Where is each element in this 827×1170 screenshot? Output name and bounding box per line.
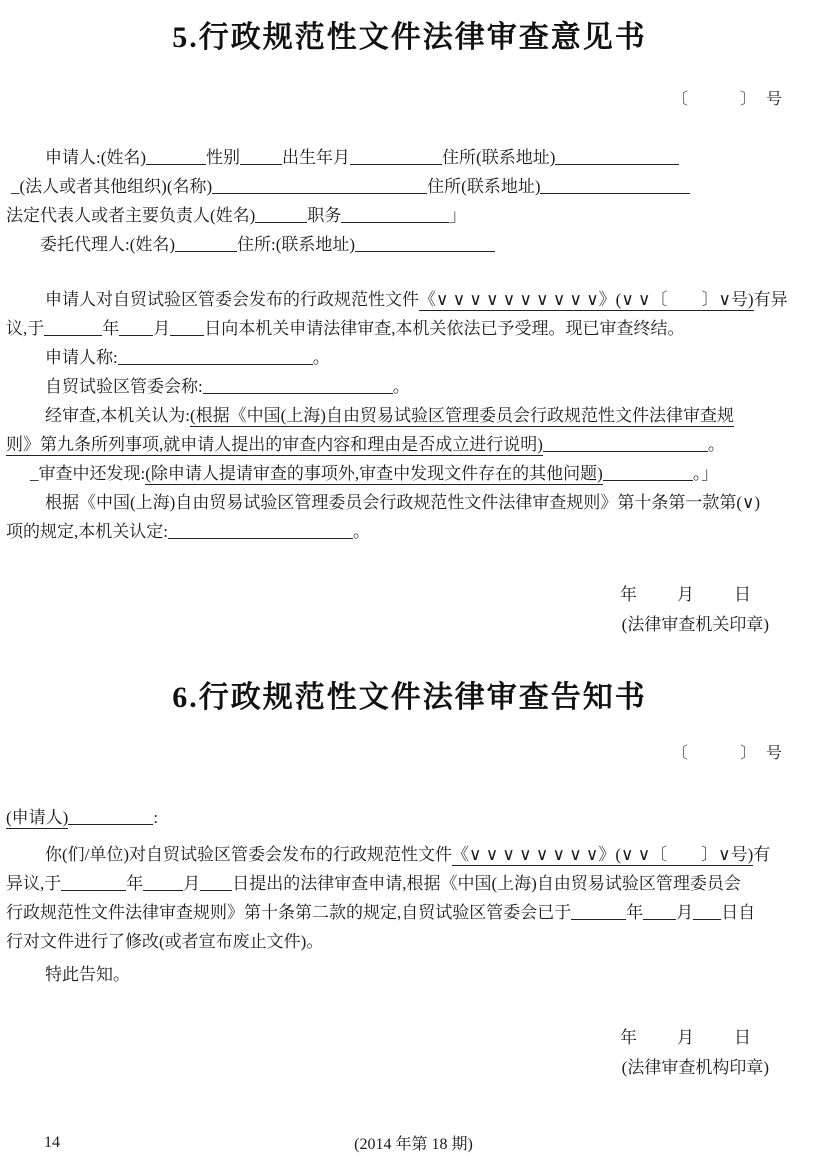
blank-field xyxy=(68,811,153,825)
form-line xyxy=(6,401,813,430)
form-line xyxy=(6,201,813,230)
text-segment: 自贸试验区管委会称: xyxy=(45,377,203,396)
form-line xyxy=(6,230,813,259)
blank-field xyxy=(643,906,676,920)
text-segment: 根据《中国(上海)自由贸易试验区管理委员会行政规范性文件法律审查规则》第十条第一款第(∨) xyxy=(45,493,761,512)
text-segment: 住所(联系地址) xyxy=(442,148,556,167)
text-segment: 日提出的法律审查申请,根据《中国(上海)自由贸易试验区管理委员会 xyxy=(232,874,741,893)
text-segment: 委托代理人:(姓名) xyxy=(40,235,176,254)
text-segment: 月 xyxy=(183,874,201,893)
blank-field xyxy=(540,180,690,194)
text-segment: 。 xyxy=(392,377,410,396)
form-line xyxy=(6,488,813,517)
text-segment: 职务 xyxy=(307,206,342,225)
form-line xyxy=(6,143,813,172)
text-segment: _(法人或者其他组织)(名称) xyxy=(11,177,213,196)
blank-field xyxy=(175,238,237,252)
text-segment: 年 xyxy=(126,874,144,893)
text-segment: 特此告知。 xyxy=(45,965,130,984)
text-segment: 性别 xyxy=(206,148,241,167)
doc2-signature-date: 年 月 日 xyxy=(620,1028,753,1047)
blank-field xyxy=(555,151,679,165)
text-segment: _审查中还发现: xyxy=(30,464,146,483)
doc2-title: 6.行政规范性文件法律审查告知书 xyxy=(172,681,647,714)
text-segment: 你(们/单位)对自贸试验区管委会发布的行政规范性文件 xyxy=(45,845,453,864)
doc1-signature-date: 年 月 日 xyxy=(620,585,753,604)
blank-field xyxy=(571,906,626,920)
doc1-body xyxy=(6,143,813,546)
form-line xyxy=(6,960,813,989)
text-segment: 申请人称: xyxy=(45,348,118,367)
text-segment: 法定代表人或者主要负责人(姓名) xyxy=(6,206,256,225)
form-line xyxy=(6,285,813,314)
text-segment: 出生年月 xyxy=(282,148,351,167)
doc1-signature xyxy=(6,580,813,640)
text-segment: 议,于 xyxy=(6,319,45,338)
blank-field xyxy=(212,180,427,194)
blank-field xyxy=(341,209,449,223)
text-segment: 项的规定,本机关认定: xyxy=(6,522,168,541)
text-segment: 经审查,本机关认为: xyxy=(45,406,190,425)
text-segment: (根据《中国(上海)自由贸易试验区管理委员会行政规范性文件法律审查规 xyxy=(189,406,734,425)
form-line xyxy=(6,314,813,343)
text-segment: 月 xyxy=(676,903,694,922)
doc1-number: 〔 〕 号 xyxy=(671,91,783,108)
text-segment: 《∨ ∨ ∨ ∨ ∨ ∨ ∨ ∨》(∨ ∨〔 〕∨号) xyxy=(452,845,754,864)
text-segment: 申请人:(姓名) xyxy=(45,148,147,167)
text-segment: 有 xyxy=(753,845,771,864)
blank-field xyxy=(203,380,393,394)
form-line xyxy=(6,517,813,546)
blank-field xyxy=(355,238,495,252)
blank-field xyxy=(350,151,442,165)
doc1-title: 5.行政规范性文件法律审查意见书 xyxy=(172,21,647,54)
doc2-body xyxy=(6,803,813,989)
text-segment: : xyxy=(153,808,159,827)
blank-field xyxy=(44,322,102,336)
blank-field xyxy=(118,351,313,365)
blank-field xyxy=(255,209,307,223)
form-line xyxy=(6,372,813,401)
page-number: 14 xyxy=(44,1133,60,1151)
blank-field xyxy=(200,877,232,891)
text-segment: 住所(联系地址) xyxy=(427,177,541,196)
text-segment: 日自 xyxy=(721,903,756,922)
text-segment: 。 xyxy=(312,348,330,367)
text-segment: 。 xyxy=(352,522,370,541)
form-line xyxy=(6,430,813,459)
text-segment: 年 xyxy=(102,319,120,338)
issue-label: (2014 年第 18 期) xyxy=(354,1136,473,1153)
blank-field xyxy=(170,322,204,336)
form-line xyxy=(6,869,813,898)
text-segment: 《∨ ∨ ∨ ∨ ∨ ∨ ∨ ∨ ∨ ∨》(∨ ∨〔 〕∨号) xyxy=(419,290,754,309)
text-segment: 。 xyxy=(707,435,725,454)
form-line xyxy=(6,343,813,372)
blank-field xyxy=(61,877,126,891)
blank-field xyxy=(240,151,282,165)
text-segment: 行政规范性文件法律审查规则》第十条第二款的规定,自贸试验区管委会已于 xyxy=(6,903,572,922)
doc1-signature-seal: (法律审查机关印章) xyxy=(621,615,769,634)
text-segment: 」 xyxy=(449,206,467,225)
form-line xyxy=(6,898,813,927)
form-line xyxy=(6,803,813,832)
text-segment: (申请人) xyxy=(6,808,69,827)
text-segment: 申请人对自贸试验区管委会发布的行政规范性文件 xyxy=(45,290,419,309)
text-segment: 。」 xyxy=(692,464,719,483)
blank-field xyxy=(603,467,693,481)
blank-field xyxy=(693,906,721,920)
text-segment: 行对文件进行了修改(或者宣布废止文件)。 xyxy=(6,932,324,951)
text-segment: 日向本机关申请法律审查,本机关依法已予受理。现已审查终结。 xyxy=(204,319,685,338)
blank-field xyxy=(543,438,708,452)
blank-field xyxy=(143,877,183,891)
blank-field xyxy=(146,151,206,165)
doc2-number: 〔 〕 号 xyxy=(671,745,783,762)
form-line xyxy=(6,840,813,869)
text-segment: 月 xyxy=(153,319,171,338)
text-segment: 异议,于 xyxy=(6,874,62,893)
text-segment: (除申请人提请审查的事项外,审查中发现文件存在的其他问题) xyxy=(145,464,603,483)
form-line xyxy=(6,927,813,956)
text-segment: 住所:(联系地址) xyxy=(237,235,356,254)
text-segment: 有异 xyxy=(753,290,788,309)
form-line xyxy=(6,172,813,201)
blank-field xyxy=(119,322,153,336)
doc2-signature-seal: (法律审查机构印章) xyxy=(621,1058,769,1077)
doc2-signature xyxy=(6,1023,813,1083)
blank-field xyxy=(168,525,353,539)
page-footer xyxy=(0,1131,827,1154)
form-line xyxy=(6,459,813,488)
text-segment: 则》第九条所列事项,就申请人提出的审查内容和理由是否成立进行说明) xyxy=(6,435,543,454)
text-segment: 年 xyxy=(626,903,644,922)
